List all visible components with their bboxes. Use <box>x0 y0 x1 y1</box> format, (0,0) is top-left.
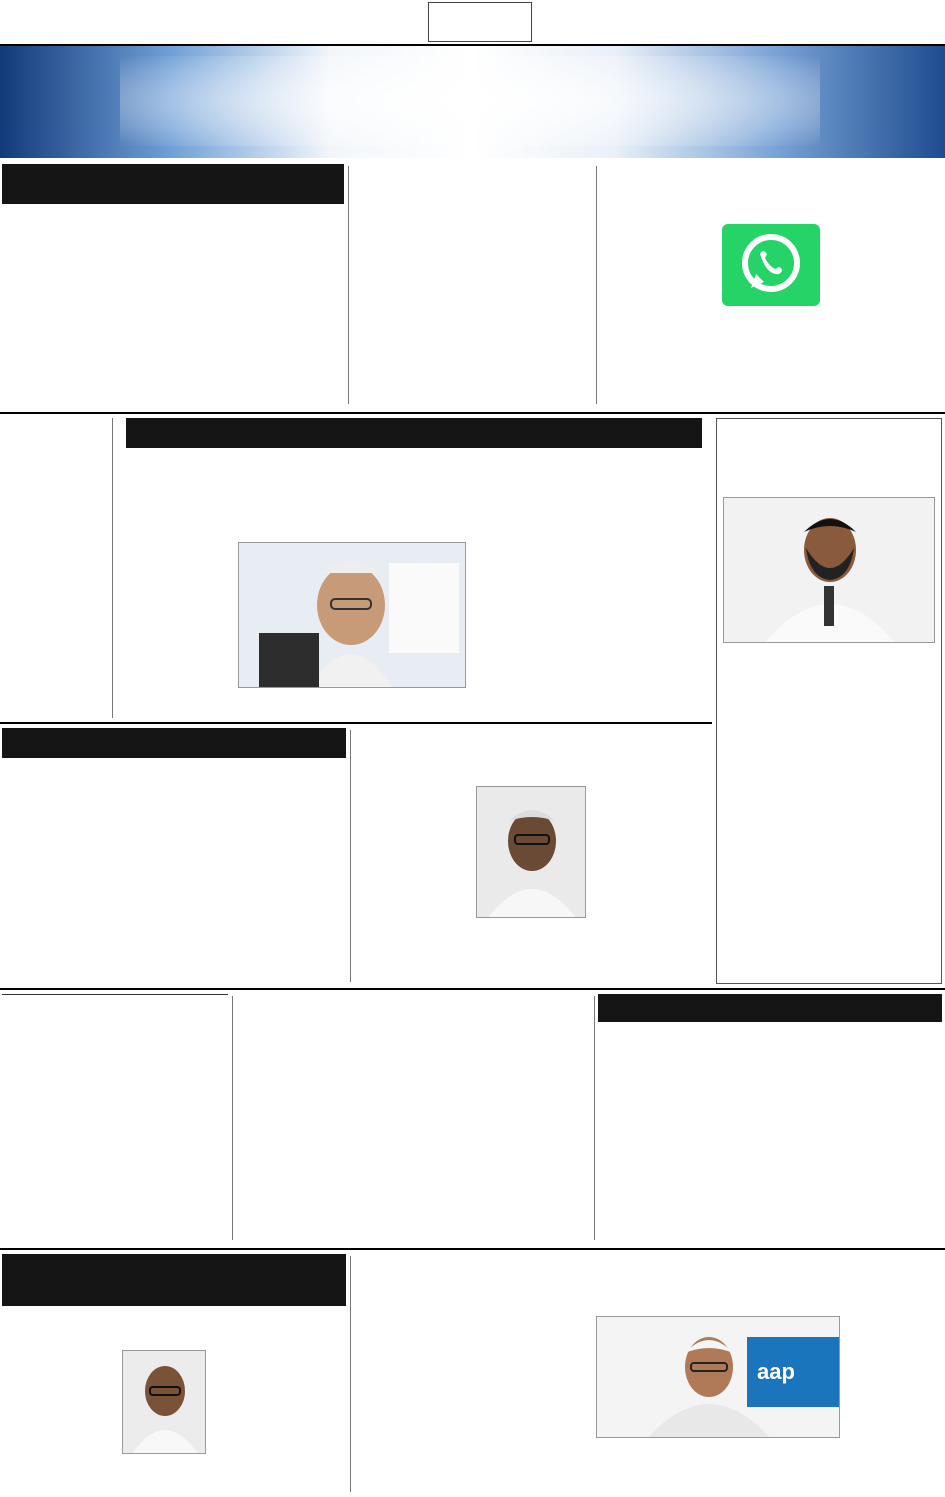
eknath-shinde-photo <box>723 497 935 643</box>
section-banner <box>0 46 945 158</box>
story-whatsapp <box>600 162 942 408</box>
subhead-dhankhar <box>126 418 702 448</box>
story-university <box>2 994 228 1244</box>
story-tmc <box>352 162 592 408</box>
story-sitrang <box>598 994 942 1244</box>
story-maharashtra <box>716 418 942 984</box>
subhead-university <box>2 994 228 995</box>
story-delhi <box>356 1254 942 1494</box>
story-haryana <box>2 162 344 408</box>
subhead-sitrang <box>598 994 942 1022</box>
story-suicide <box>2 418 108 718</box>
story-nitish <box>2 1254 346 1494</box>
masthead <box>0 0 945 46</box>
headline-haryana <box>2 164 344 204</box>
newspaper-logo <box>428 2 532 42</box>
whatsapp-logo <box>718 222 824 308</box>
svg-text:aap: aap <box>757 1359 795 1384</box>
story-dhankhar <box>118 418 710 718</box>
story-chidambaram <box>356 728 710 984</box>
dhankhar-photo <box>238 542 466 688</box>
headline-nitish <box>2 1254 346 1306</box>
nitish-kumar-photo <box>122 1350 206 1454</box>
gopal-rai-photo <box>596 1316 840 1438</box>
story-bjp <box>2 728 346 984</box>
subhead-bjp <box>2 728 346 758</box>
story-epfo <box>236 994 590 1244</box>
chidambaram-photo <box>476 786 586 918</box>
